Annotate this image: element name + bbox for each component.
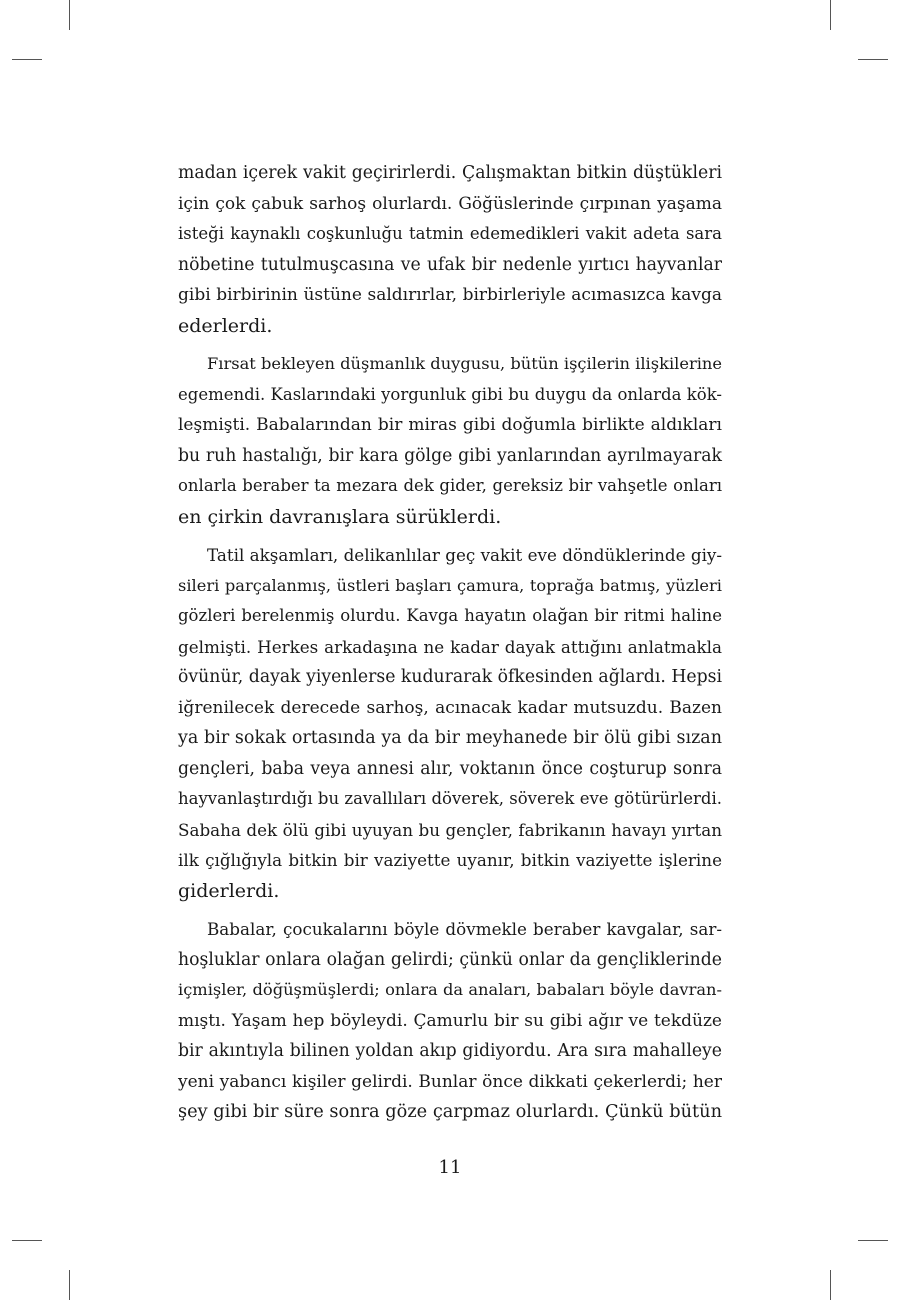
text-line: onlarla beraber ta mezara dek gider, gereksiz bir vahşetle onları — [178, 476, 722, 495]
text-line: gözleri berelenmiş olurdu. Kavga hayatın olağan bir ritmi haline — [178, 606, 722, 625]
text-line: övünür, dayak yiyenlerse kudurarak öfkesinden ağlardı. Hepsi — [178, 667, 722, 687]
text-line: giderlerdi. — [178, 879, 280, 902]
text-line: egemendi. Kaslarındaki yorgunluk gibi bu duygu da onlarda kök- — [178, 384, 722, 404]
crop-mark-bottom-left-horizontal — [12, 1240, 42, 1241]
text-line: şey gibi bir süre sonra göze çarpmaz olurlardı. Çünkü bütün — [178, 1102, 723, 1122]
text-line: en çirkin davranışlara sürüklerdi. — [178, 505, 502, 528]
text-line: mıştı. Yaşam hep böyleydi. Çamurlu bir su gibi ağır ve tekdüze — [178, 1010, 722, 1031]
crop-mark-top-left-vertical — [69, 0, 70, 30]
crop-mark-bottom-right-vertical — [830, 1270, 831, 1300]
text-line: leşmişti. Babalarından bir miras gibi doğumla birlikte aldıkları — [178, 415, 722, 435]
crop-mark-top-right-vertical — [830, 0, 831, 30]
crop-mark-top-left-horizontal — [12, 59, 42, 60]
text-line: ederlerdi. — [178, 314, 273, 337]
text-line: Tatil akşamları, delikanlılar geç vakit eve döndüklerinde giy- — [207, 545, 723, 565]
text-line: gibi birbirinin üstüne saldırırlar, birbirleriyle acımasızca kavga — [178, 285, 722, 305]
paragraph — [178, 540, 722, 906]
text-line: isteği kaynaklı coşkunluğu tatmin edemedikleri vakit adeta sara — [178, 224, 722, 243]
text-line: için çok çabuk sarhoş olurlardı. Göğüslerinde çırpınan yaşama — [178, 193, 722, 214]
crop-mark-top-right-horizontal — [858, 59, 888, 60]
crop-mark-bottom-right-horizontal — [858, 1240, 888, 1241]
text-line: Fırsat bekleyen düşmanlık duygusu, bütün işçilerin ilişkilerine — [207, 354, 722, 373]
text-line: bu ruh hastalığı, bir kara gölge gibi yanlarından ayrılmayarak — [178, 445, 722, 466]
paragraph — [178, 349, 722, 532]
text-line: gençleri, baba veya annesi alır, voktanın önce coşturup sonra — [178, 758, 722, 779]
text-line: ilk çığlığıyla bitkin bir vaziyette uyanır, bitkin vaziyette işlerine — [178, 850, 722, 870]
text-line: yeni yabancı kişiler gelirdi. Bunlar önce dikkati çekerlerdi; her — [178, 1071, 722, 1092]
text-line: gelmişti. Herkes arkadaşına ne kadar dayak attığını anlatmakla — [178, 636, 722, 657]
text-line: sileri parçalanmış, üstleri başları çamura, toprağa batmış, yüzleri — [178, 575, 722, 595]
text-line: nöbetine tutulmuşcasına ve ufak bir nedenle yırtıcı hayvanlar — [178, 254, 722, 275]
text-line: Babalar, çocukalarını böyle dövmekle beraber kavgalar, sar- — [207, 919, 722, 939]
text-line: hayvanlaştırdığı bu zavallıları döverek, söverek eve götürürlerdi. — [178, 789, 722, 808]
crop-mark-bottom-left-vertical — [69, 1270, 70, 1300]
page-number: 11 — [438, 1157, 462, 1178]
text-line: iğrenilecek derecede sarhoş, acınacak kadar mutsuzdu. Bazen — [178, 697, 722, 718]
text-line: hoşluklar onlara olağan gelirdi; çünkü onlar da gençliklerinde — [178, 949, 722, 970]
text-line: Sabaha dek ölü gibi uyuyan bu gençler, fabrikanın havayı yırtan — [178, 819, 722, 840]
text-line: bir akıntıyla bilinen yoldan akıp gidiyordu. Ara sıra mahalleye — [178, 1041, 722, 1061]
text-line: ya bir sokak ortasında ya da bir meyhanede bir ölü gibi sızan — [178, 728, 722, 748]
paragraph — [178, 914, 722, 1128]
body-text — [178, 158, 722, 1128]
text-line: içmişler, döğüşmüşlerdi; onlara da anaları, babaları böyle davran- — [178, 980, 722, 999]
text-line: madan içerek vakit geçirirlerdi. Çalışmaktan bitkin düştükleri — [178, 163, 722, 183]
paragraph — [178, 158, 722, 341]
